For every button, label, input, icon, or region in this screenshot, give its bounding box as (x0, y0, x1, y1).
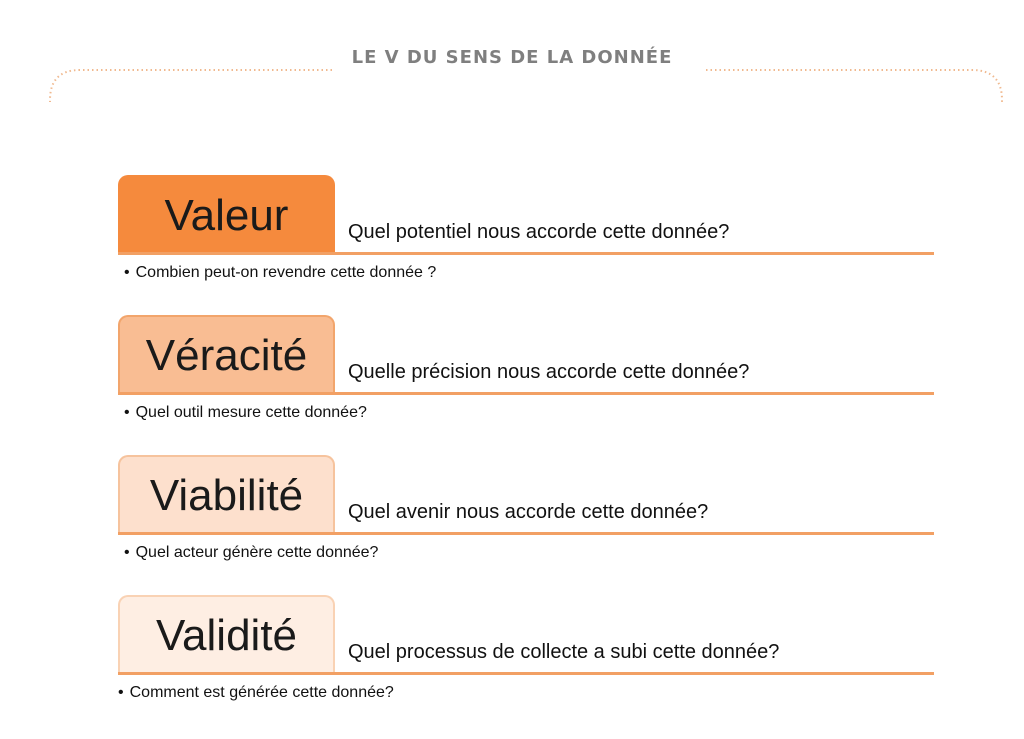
bullet-dot: • (124, 404, 130, 421)
divider-rule (118, 252, 934, 255)
detail-text: Quel outil mesure cette donnée? (135, 404, 367, 421)
item-viabilite (118, 455, 934, 585)
bullet-dot: • (124, 544, 130, 561)
detail-viabilite (124, 544, 378, 562)
divider-rule (118, 672, 934, 675)
header-frame-left (50, 70, 332, 102)
question-viabilite: Quel avenir nous accorde cette donnée? (348, 501, 709, 523)
detail-veracite (124, 404, 367, 422)
detail-text: Comment est générée cette donnée? (129, 684, 394, 701)
header-frame-right (706, 70, 1002, 102)
detail-valeur (124, 264, 436, 282)
question-veracite: Quelle précision nous accorde cette donnée? (348, 361, 750, 383)
divider-rule (118, 392, 934, 395)
divider-rule (118, 532, 934, 535)
detail-validite (118, 684, 394, 702)
detail-text: Combien peut-on revendre cette donnée ? (135, 264, 437, 281)
bullet-dot: • (124, 264, 130, 281)
item-valeur (118, 175, 934, 305)
label-tab-valeur: Valeur (118, 175, 335, 255)
label-tab-viabilite: Viabilité (118, 455, 335, 535)
page-title: LE V DU SENS DE LA DONNÉE (351, 47, 673, 68)
question-validite: Quel processus de collecte a subi cette donnée? (348, 641, 780, 663)
question-valeur: Quel potentiel nous accorde cette donnée? (348, 221, 730, 243)
label-tab-veracite: Véracité (118, 315, 335, 395)
label-tab-validite: Validité (118, 595, 335, 675)
detail-text: Quel acteur génère cette donnée? (135, 544, 379, 561)
bullet-dot: • (118, 684, 124, 701)
item-veracite (118, 315, 934, 445)
item-validite (118, 595, 934, 725)
